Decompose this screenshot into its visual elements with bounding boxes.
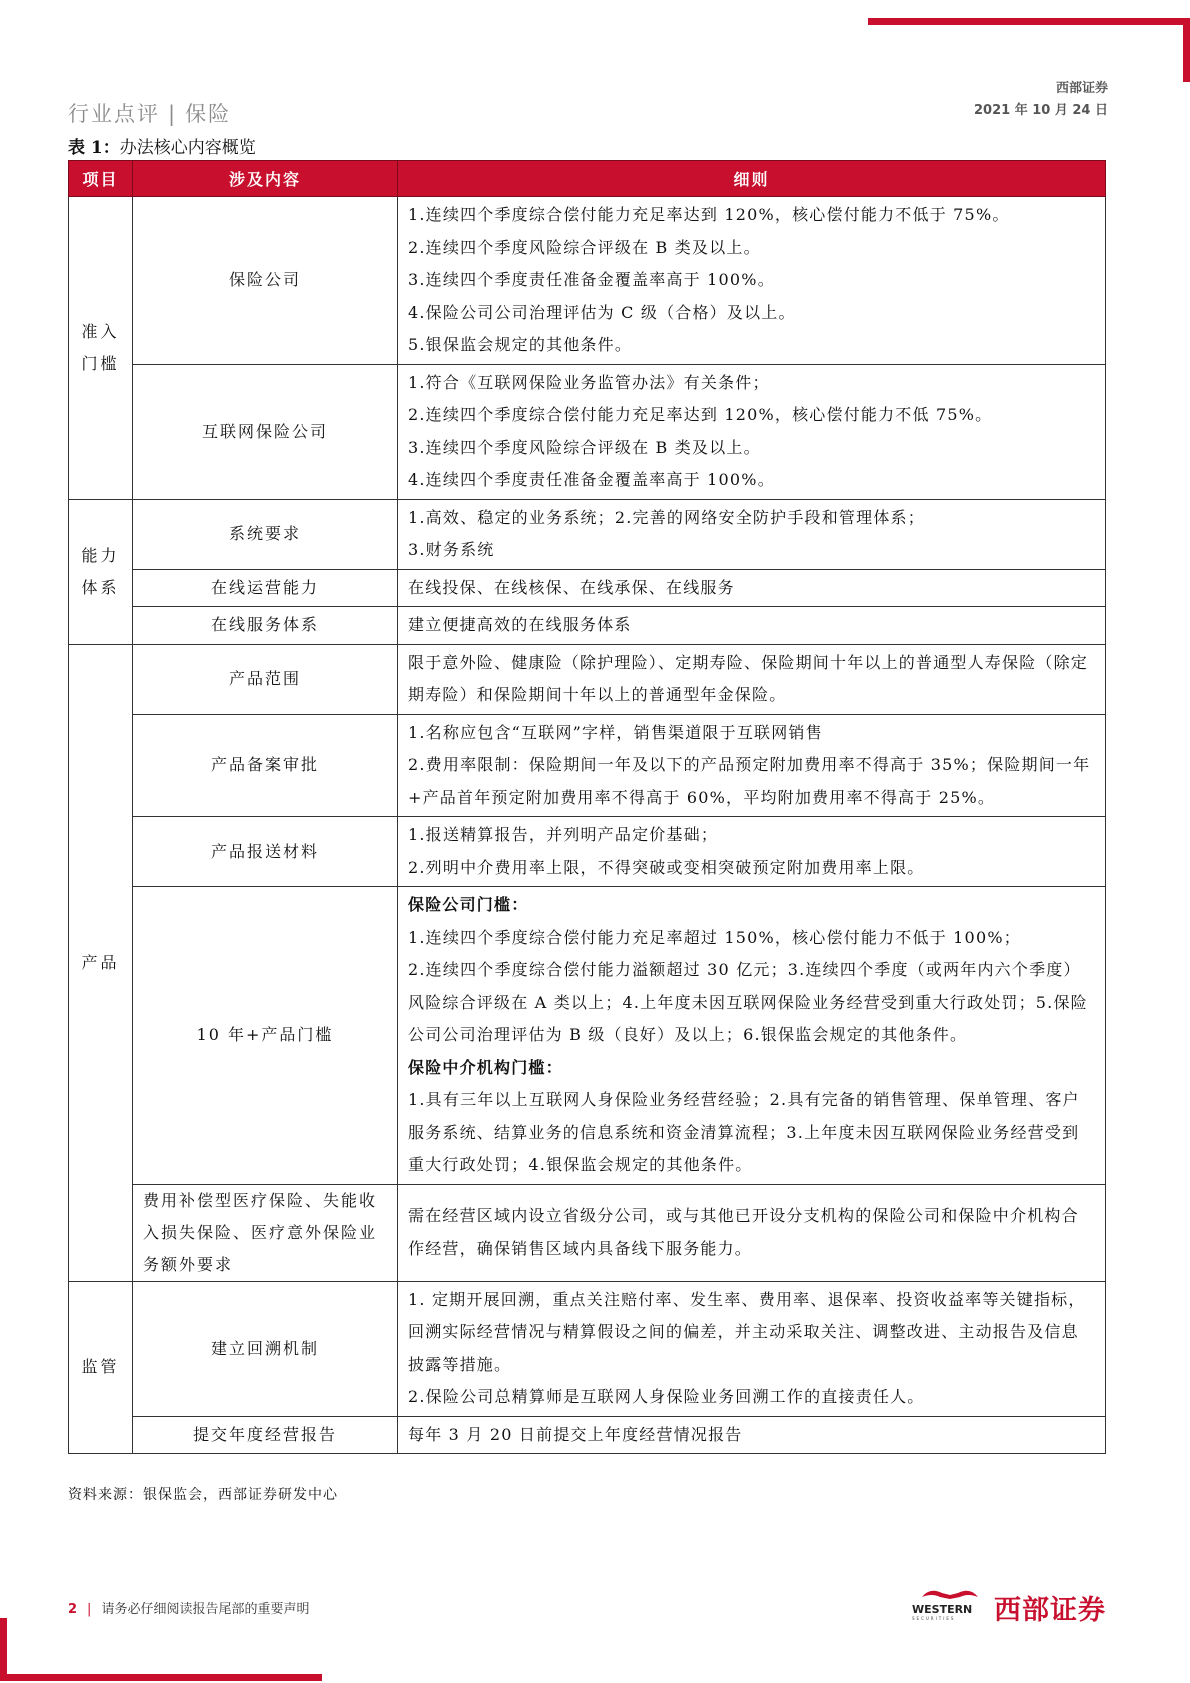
detail-line: 1.连续四个季度综合偿付能力充足率达到 120%，核心偿付能力不低于 75%。 xyxy=(408,205,1010,224)
table-row xyxy=(69,644,1106,714)
detail-line: 1.符合《互联网保险业务监管办法》有关条件； xyxy=(408,372,770,392)
table-row xyxy=(69,1416,1106,1454)
details-product-scope: 限于意外险、健康险（除护理险）、定期寿险、保险期间十年以上的普通型人寿保险（除定期寿险）和保险期间十年以上的普通型年金保险。 xyxy=(398,644,1106,714)
table-row xyxy=(69,499,1106,569)
details-online-service: 建立便捷高效的在线服务体系 xyxy=(398,607,1106,645)
detail-subheading: 保险中介机构门槛： xyxy=(408,1057,563,1077)
corner-accent-top-right-vertical xyxy=(1183,18,1190,82)
category-label: 产品 xyxy=(81,952,120,972)
category-label: 监管 xyxy=(81,1357,120,1377)
table-source: 资料来源：银保监会，西部证券研发中心 xyxy=(68,1487,338,1503)
table-row xyxy=(69,1184,1106,1281)
detail-line: 4.连续四个季度责任准备金覆盖率高于 100%。 xyxy=(408,470,775,489)
report-topic: 保险 xyxy=(185,102,232,126)
report-category xyxy=(68,98,231,128)
category-label: 能力 体系 xyxy=(81,545,120,597)
detail-line: 3.连续四个季度责任准备金覆盖率高于 100%。 xyxy=(408,270,775,289)
corner-accent-bottom-left-vertical xyxy=(0,1618,7,1681)
table-row xyxy=(69,569,1106,607)
detail-line: 1.报送精算报告，并列明产品定价基础； xyxy=(408,825,719,844)
logo-chinese: 西部证券 xyxy=(994,1595,1106,1626)
column-header-details: 细则 xyxy=(398,161,1106,197)
detail-line: 2.连续四个季度风险综合评级在 B 类及以上。 xyxy=(408,237,761,257)
details-ten-year-threshold xyxy=(398,887,1106,1185)
detail-line: 1. 定期开展回溯，重点关注赔付率、发生率、费用率、退保率、投资收益率等关键指标，回溯实际经营情况与精算假设之间的偏差，并主动采取关注、调整改进、主动报告及信息披露等措施。 xyxy=(408,1289,1086,1374)
detail-line: 4.保险公司公司治理评估为 C 级（合格）及以上。 xyxy=(408,302,796,322)
company-logo xyxy=(912,1585,1132,1625)
details-system-requirements xyxy=(398,499,1106,569)
report-date: 2021 年 10 月 24 日 xyxy=(974,103,1108,118)
details-annual-report: 每年 3 月 20 日前提交上年度经营情况报告 xyxy=(398,1416,1106,1454)
table-row xyxy=(69,714,1106,817)
subitem-product-materials: 产品报送材料 xyxy=(133,817,398,887)
detail-line: 2.列明中介费用率上限，不得突破或变相突破预定附加费用率上限。 xyxy=(408,857,925,877)
table-header-row xyxy=(69,161,1106,197)
detail-line: 2.费用率限制：保险期间一年及以下的产品预定附加费用率不得高于 35%；保险期间一年+产品首年预定附加费用率不得高于 60%，平均附加费用率不得高于 25%。 xyxy=(408,755,1091,807)
logo-english: WESTERN xyxy=(912,1603,973,1616)
detail-line: 1.连续四个季度综合偿付能力充足率超过 150%，核心偿付能力不低于 100%； xyxy=(408,927,1021,947)
details-internet-insurer xyxy=(398,364,1106,499)
details-extra-requirements: 需在经营区域内设立省级分公司，或与其他已开设分支机构的保险公司和保险中介机构合作经营，确保销售区域内具备线下服务能力。 xyxy=(398,1184,1106,1281)
corner-accent-bottom-left-horizontal xyxy=(0,1674,322,1681)
logo-english-sub: SECURITIES xyxy=(912,1616,956,1621)
subitem-product-filing: 产品备案审批 xyxy=(133,714,398,817)
table-row xyxy=(69,817,1106,887)
header-divider: | xyxy=(168,102,178,126)
table-title-label: 表 1： xyxy=(68,138,120,158)
category-entry-threshold xyxy=(69,197,133,500)
details-product-materials xyxy=(398,817,1106,887)
disclaimer-notice: 请务必仔细阅读报告尾部的重要声明 xyxy=(101,1602,310,1617)
table-title xyxy=(68,133,256,158)
footer-divider: | xyxy=(87,1602,92,1617)
category-label: 准入 门槛 xyxy=(81,321,120,373)
company-name: 西部证券 xyxy=(1055,81,1108,96)
detail-line: 5.银保监会规定的其他条件。 xyxy=(408,335,633,354)
category-capability-system xyxy=(69,499,133,644)
subitem-lookback-mechanism: 建立回溯机制 xyxy=(133,1281,398,1416)
details-lookback-mechanism xyxy=(398,1281,1106,1416)
detail-line: 1.高效、稳定的业务系统；2.完善的网络安全防护手段和管理体系； xyxy=(408,507,925,527)
table-row xyxy=(69,364,1106,499)
report-section: 行业点评 xyxy=(68,102,160,126)
subitem-online-service: 在线服务体系 xyxy=(133,607,398,645)
detail-line: 3.财务系统 xyxy=(408,540,495,559)
subitem-annual-report: 提交年度经营报告 xyxy=(133,1416,398,1454)
details-product-filing xyxy=(398,714,1106,817)
subitem-extra-requirements: 费用补偿型医疗保险、失能收入损失保险、医疗意外保险业务额外要求 xyxy=(133,1184,398,1281)
subitem-insurer: 保险公司 xyxy=(133,197,398,365)
detail-line: 3.连续四个季度风险综合评级在 B 类及以上。 xyxy=(408,437,761,457)
subitem-internet-insurer: 互联网保险公司 xyxy=(133,364,398,499)
detail-line: 1.具有三年以上互联网人身保险业务经营经验；2.具有完备的销售管理、保单管理、客户服务系统、结算业务的信息系统和资金清算流程；3.上年度未因互联网保险业务经营受到重大行政处罚；4.银保监会规定的其他条件。 xyxy=(408,1090,1080,1174)
table-row xyxy=(69,887,1106,1185)
subitem-online-operations: 在线运营能力 xyxy=(133,569,398,607)
column-header-scope: 涉及内容 xyxy=(133,161,398,197)
category-supervision xyxy=(69,1281,133,1454)
details-online-operations: 在线投保、在线核保、在线承保、在线服务 xyxy=(398,569,1106,607)
header-meta xyxy=(974,78,1108,122)
table-row xyxy=(69,1281,1106,1416)
table-row xyxy=(69,197,1106,365)
category-product xyxy=(69,644,133,1281)
detail-line: 1.名称应包含“互联网”字样，销售渠道限于互联网销售 xyxy=(408,722,823,742)
detail-line: 2.连续四个季度综合偿付能力充足率达到 120%，核心偿付能力不低 75%。 xyxy=(408,405,993,424)
detail-line: 2.连续四个季度综合偿付能力溢额超过 30 亿元；3.连续四个季度（或两年内六个季度）风险综合评级在 A 类以上；4.上年度未因互联网保险业务经营受到重大行政处罚；5.保险公司公司治理评估为 B 级（良好）及以上；6.银保监会规定的其他条件。 xyxy=(408,960,1088,1044)
detail-line: 2.保险公司总精算师是互联网人身保险业务回溯工作的直接责任人。 xyxy=(408,1387,925,1406)
table-title-text: 办法核心内容概览 xyxy=(119,138,256,158)
corner-accent-top-right-horizontal xyxy=(868,18,1190,25)
subitem-ten-year-threshold: 10 年+产品门槛 xyxy=(133,887,398,1185)
table-row xyxy=(69,607,1106,645)
page-footer xyxy=(68,1598,309,1617)
details-insurer xyxy=(398,197,1106,365)
subitem-product-scope: 产品范围 xyxy=(133,644,398,714)
column-header-item: 项目 xyxy=(69,161,133,197)
page-number: 2 xyxy=(68,1602,78,1617)
detail-subheading: 保险公司门槛： xyxy=(408,895,529,914)
content-overview-table xyxy=(68,160,1106,1454)
subitem-system-requirements: 系统要求 xyxy=(133,499,398,569)
bull-horns-icon xyxy=(920,1585,980,1603)
